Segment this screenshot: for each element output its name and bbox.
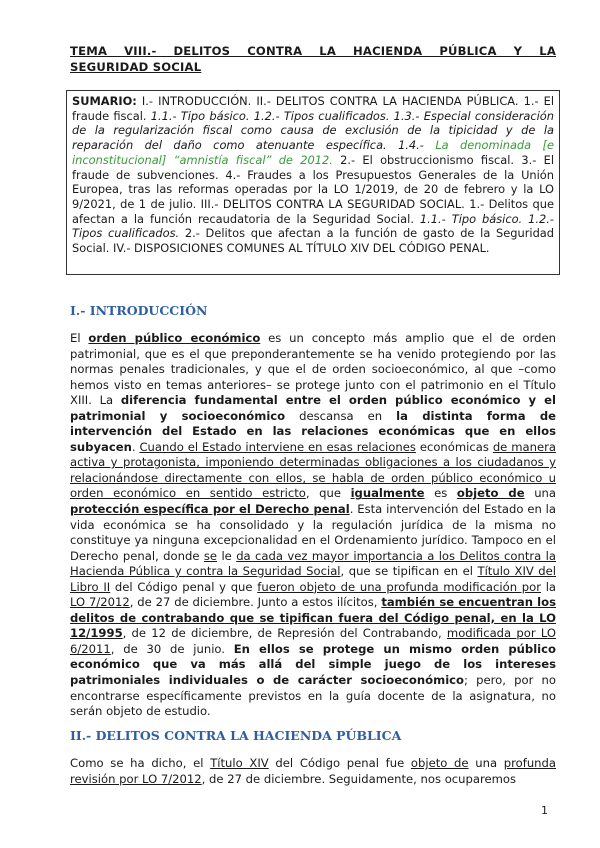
text-run: le [217, 548, 237, 563]
text-run: , de 12 de diciembre, de Represión del Contrabando, [122, 626, 447, 641]
bold-underlined-phrase: objeto de [456, 486, 525, 501]
summary-text-6: 2.- Delitos que afectan a la función de gasto de la Seguridad Social. IV.- DISPOSICIONES COMUNES AL TÍTULO XIV DEL CÓDIGO PENAL. [72, 226, 555, 256]
section-heading-introduccion: I.- INTRODUCCIÓN [70, 303, 208, 318]
text-run: El [70, 331, 89, 345]
underlined-phrase: fueron objeto de una profunda modificación por [257, 579, 541, 594]
text-run: una [468, 756, 504, 770]
bold-underlined-phrase: igualmente [350, 486, 425, 501]
summary-box [66, 90, 560, 275]
bold-phrase: En ellos se protege un mismo orden público económico que va más allá del simple juego de los intereses patrimoniales individuales o de carácter socioeconómico [70, 641, 556, 688]
section-heading-hacienda-publica: II.- DELITOS CONTRA LA HACIENDA PÚBLICA [70, 728, 402, 743]
underlined-phrase: modificada por LO 6/2011 [70, 626, 556, 656]
underlined-phrase: Título XIV del Libro II [70, 564, 556, 594]
text-run: , de 27 de diciembre. Junto a estos ilícitos, [129, 595, 382, 610]
page-number: 1 [541, 804, 548, 817]
underlined-phrase: Título XIV [210, 756, 269, 770]
text-run: económicas [415, 439, 493, 454]
section-hacienda-paragraph [70, 756, 556, 787]
section-introduccion-paragraph [70, 331, 556, 720]
text-run: Como se ha dicho, el [70, 756, 211, 770]
title-line-1: TEMA VIII.- DELITOS CONTRA LA HACIENDA PÚBLICA Y LA [70, 44, 556, 58]
text-run: ; pero, por no encontrarse específicamente previstos en la guía docente de la asignatura, no serán objeto de estudio. [70, 673, 557, 719]
summary-amnesty-note: La denominada [e inconstitucional] “amnistía fiscal” de 2012. [72, 138, 554, 167]
text-run: , que [305, 486, 351, 501]
underlined-phrase: da cada vez mayor importancia a los Delitos contra la Hacienda Pública y contra la Seguridad Social [70, 548, 556, 579]
text-run: es [424, 486, 457, 501]
summary-text-1: I.- INTRODUCCIÓN. II.- DELITOS CONTRA LA HACIENDA PÚBLICA. 1.- El fraude fiscal. [72, 94, 554, 123]
summary-text-5: 1.1.- Tipo básico. 1.2.- Tipos cualificados. [72, 211, 554, 241]
underlined-phrase: objeto de [410, 756, 469, 770]
text-run: . [131, 439, 140, 454]
underlined-phrase: profunda revisión por LO 7/2012 [70, 756, 556, 786]
bold-phrase: diferencia fundamental entre el orden público económico y el patrimonial y socioeconómico [70, 393, 556, 423]
text-run: . Esta intervención del Estado en la vida económica se ha consolidado y la regulación jurídica de la misma no constituye ya ninguna excepcionalidad en el Ordenamiento jurídico. Tampoco en el Derecho penal, donde [70, 502, 556, 563]
text-run: descansa en [285, 408, 397, 423]
bold-underlined-phrase: también se encuentran los delitos de contrabando que se tipifican fuera del Código penal, en la LO 12/1995 [70, 595, 556, 641]
key-term-orden-publico: orden público económico [88, 331, 261, 345]
underlined-phrase: Cuando el Estado interviene en esas relaciones [139, 439, 416, 454]
text-run: del Código penal fue [268, 756, 411, 770]
bold-underlined-phrase: protección específica por el Derecho penal [70, 502, 350, 517]
bold-phrase: la distinta forma de intervención del Estado en las relaciones económicas que en ellos subyacen [70, 408, 557, 454]
summary-label: SUMARIO: [72, 94, 137, 108]
summary-text-4: 2.- El obstruccionismo fiscal. 3.- El fraude de subvenciones. 4.- Fraudes a los Presupuestos Generales de la Unión Europea, tras las reformas operadas por la LO 1/2019, de 20 de febrero y la LO 9/2021, de 1 de julio. III.- DELITOS CONTRA LA SEGURIDAD SOCIAL. 1.- Delitos que afectan a la función recaudatoria de la Seguridad Social. [72, 152, 554, 226]
underlined-phrase: LO 7/2012 [70, 595, 130, 610]
text-run: una [524, 486, 556, 501]
text-run: , de 30 de junio. [110, 641, 234, 656]
text-run: del Código penal y que [110, 579, 258, 594]
underlined-phrase: se [203, 548, 218, 563]
text-run: es un concepto más amplio que el de orden patrimonial, que es el que preponderantemente se ha venido protegiendo por las normas penales tradicionales, y que el de orden socioeconómico, al que –como hemos visto en temas anteriores– se protege junto con el patrimonio en el Título XIII. La [70, 331, 556, 408]
text-run: la [540, 579, 557, 594]
title-line-2: SEGURIDAD SOCIAL [70, 59, 202, 74]
text-run: , que se tipifican en el [340, 564, 478, 579]
document-title [70, 44, 556, 75]
summary-text-2: 1.1.- Tipo básico. 1.2.- Tipos cualificados. 1.3.- Especial consideración de la regularización fiscal como causa de exclusión de la tipicidad y de la reparación del daño como atenuante específica. 1.4.- [72, 108, 554, 153]
underlined-phrase: de manera activa y protagonista, imponiendo determinadas obligaciones a los ciudadanos y relacionándose directamente con ellos, se habla de orden público económico u orden económico en sentido estricto [70, 439, 556, 501]
text-run: , de 27 de diciembre. Seguidamente, nos ocuparemos [201, 771, 517, 786]
